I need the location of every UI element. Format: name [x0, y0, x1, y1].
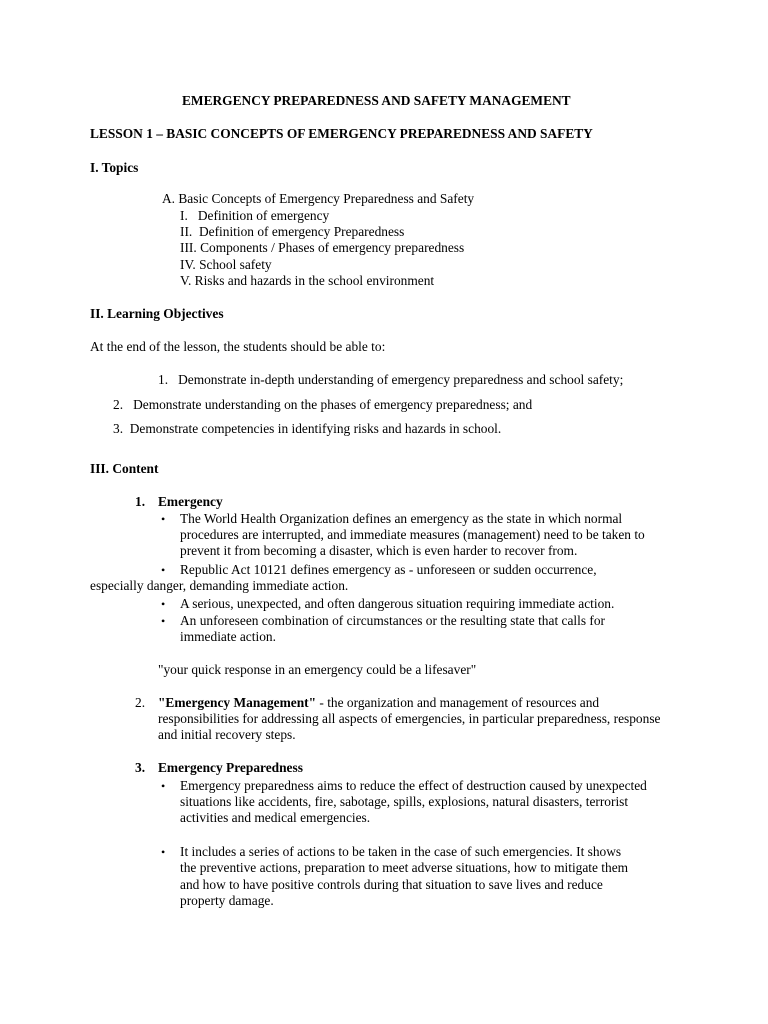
section-title: "Emergency Management" [158, 695, 317, 710]
paragraph-line: the preventive actions, preparation to meet adverse situations, how to mitigate them [180, 860, 629, 875]
paragraph-line: immediate action. [180, 629, 276, 644]
bullet: • [161, 597, 166, 611]
paragraph-line: The World Health Organization defines an emergency as the state in which normal [180, 511, 623, 526]
objectives-intro: At the end of the lesson, the students should be able to: [90, 339, 386, 354]
paragraph-line: An unforeseen combination of circumstances or the resulting state that calls for [180, 613, 606, 628]
topic-sub: II. Definition of emergency Preparedness [180, 224, 405, 239]
topic-sub: IV. School safety [180, 257, 272, 272]
content-heading: III. Content [90, 461, 159, 476]
bullet: • [161, 614, 166, 628]
section-number: 2. [135, 695, 146, 710]
paragraph-line: especially danger, demanding immediate action. [90, 578, 349, 593]
paragraph-line: activities and medical emergencies. [180, 810, 371, 825]
paragraph-line: Republic Act 10121 defines emergency as - unforeseen or sudden occurrence, [180, 562, 597, 577]
paragraph-line: and how to have positive controls during that situation to save lives and reduce [180, 877, 603, 892]
paragraph-line: It includes a series of actions to be taken in the case of such emergencies. It shows [180, 844, 622, 859]
paragraph-line: prevent it from becoming a disaster, which is even harder to recover from. [180, 543, 578, 558]
paragraph-line: property damage. [180, 893, 274, 908]
topic-main: A. Basic Concepts of Emergency Preparedness and Safety [162, 191, 475, 206]
topic-sub: III. Components / Phases of emergency preparedness [180, 240, 465, 255]
objective-item: 3. Demonstrate competencies in identifying risks and hazards in school. [113, 421, 502, 436]
bullet: • [161, 563, 166, 577]
paragraph-line: procedures are interrupted, and immediate measures (management) need to be taken to [180, 527, 645, 542]
bullet: • [161, 845, 166, 859]
topics-heading: I. Topics [90, 160, 139, 175]
lesson-heading: LESSON 1 – BASIC CONCEPTS OF EMERGENCY PREPAREDNESS AND SAFETY [90, 126, 593, 141]
section-number: 1. [135, 494, 146, 509]
section-title: Emergency [158, 494, 223, 509]
bullet: • [161, 512, 166, 526]
paragraph-line: Emergency preparedness aims to reduce the effect of destruction caused by unexpected [180, 778, 647, 793]
topic-sub: I. Definition of emergency [180, 208, 330, 223]
paragraph-line: responsibilities for addressing all aspects of emergencies, in particular preparedness, response [158, 711, 661, 726]
paragraph-line: - the organization and management of resources and [316, 695, 600, 710]
objective-item: 2. Demonstrate understanding on the phases of emergency preparedness; and [113, 397, 533, 412]
quote: "your quick response in an emergency could be a lifesaver" [158, 662, 477, 677]
bullet: • [161, 779, 166, 793]
paragraph-line: situations like accidents, fire, sabotage, spills, explosions, natural disasters, terrorist [180, 794, 629, 809]
section-first-line [158, 695, 599, 712]
document-title: EMERGENCY PREPAREDNESS AND SAFETY MANAGEMENT [182, 93, 571, 108]
paragraph-line: and initial recovery steps. [158, 727, 296, 742]
section-title: Emergency Preparedness [158, 760, 303, 775]
paragraph-line: A serious, unexpected, and often dangerous situation requiring immediate action. [180, 596, 615, 611]
section-number: 3. [135, 760, 146, 775]
objectives-heading: II. Learning Objectives [90, 306, 224, 321]
topic-sub: V. Risks and hazards in the school environment [180, 273, 435, 288]
objective-item: 1. Demonstrate in-depth understanding of emergency preparedness and school safety; [158, 372, 624, 387]
